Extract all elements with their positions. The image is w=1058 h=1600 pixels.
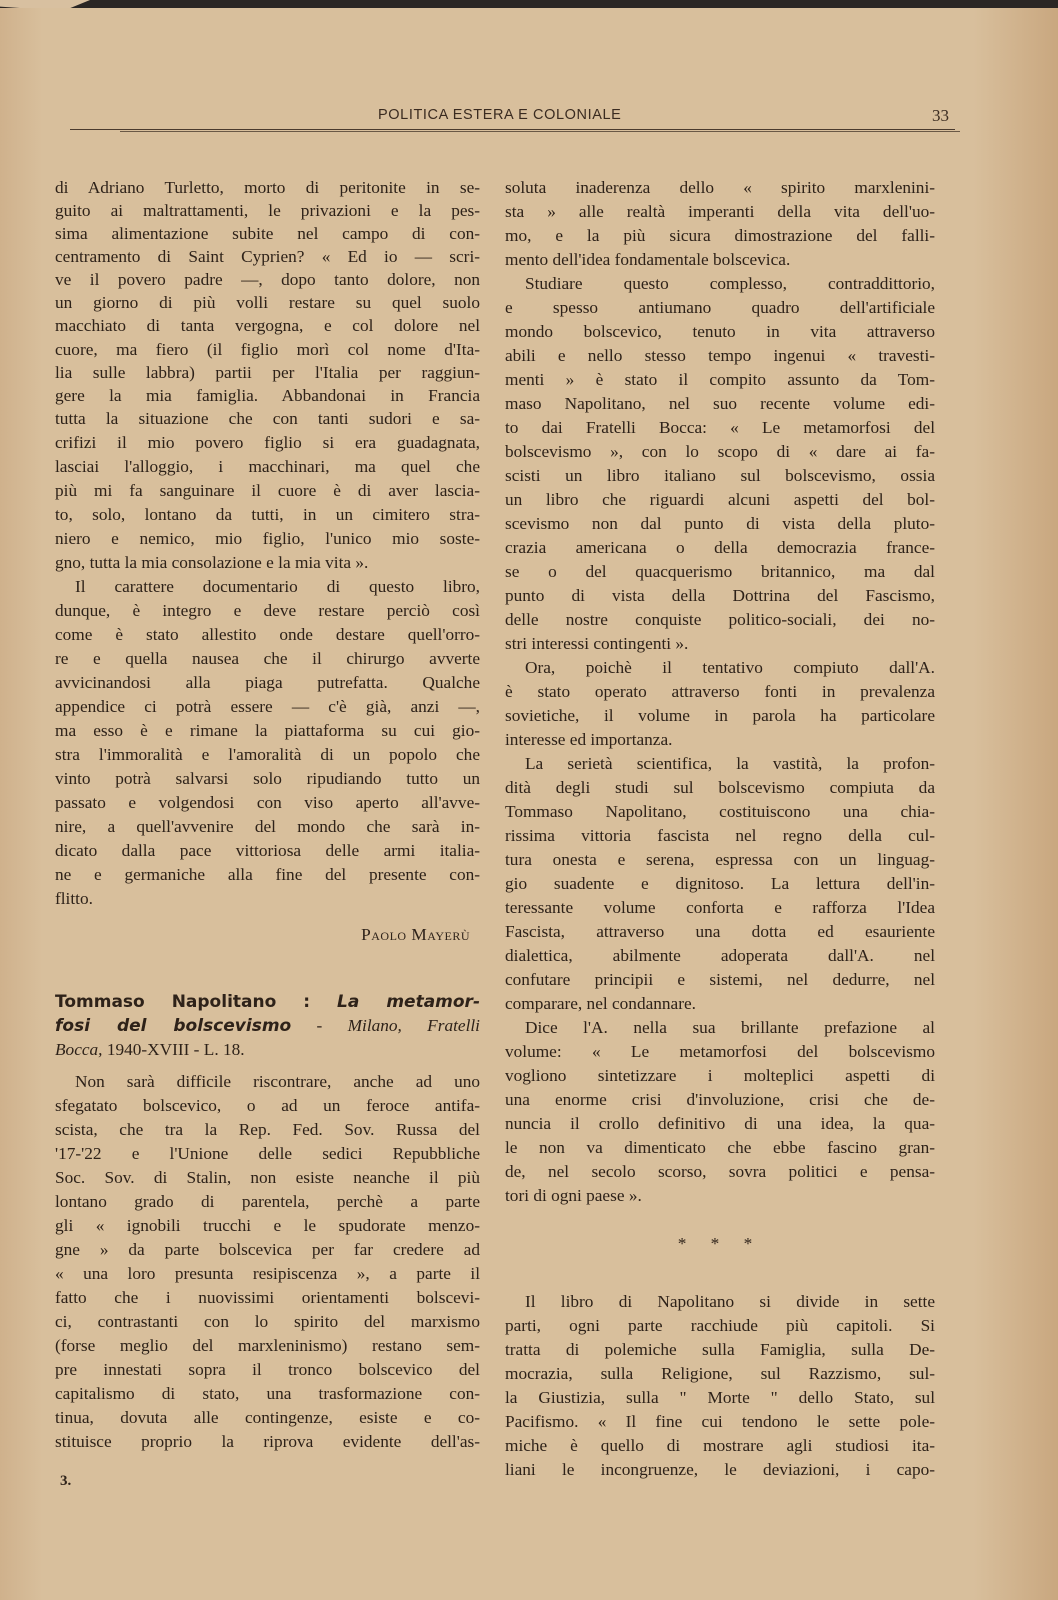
right-column-line: rissima vittoria fascista nel regno della cul- xyxy=(505,826,935,845)
right-column-line: scisti un libro italiano sul bolscevismo, ossia xyxy=(505,466,935,485)
right-column-line: Ora, poichè il tentativo compiuto dall'A. xyxy=(525,658,935,677)
right-column-line: interesse ed importanza. xyxy=(505,730,673,749)
right-column-line: Tommaso Napolitano, costituiscono una chia- xyxy=(505,802,935,821)
right-column-line: tratta di polemiche sulla Famiglia, sulla De- xyxy=(505,1340,935,1359)
left-column-line: « una loro presunta resipiscenza », a parte il xyxy=(55,1264,480,1283)
right-column-line: crazia americana o della democrazia france- xyxy=(505,538,935,557)
left-column-line: Soc. Sov. di Stalin, non esiste neanche il più xyxy=(55,1168,480,1187)
right-column-line: Il libro di Napolitano si divide in sette xyxy=(525,1292,935,1311)
left-column-line: appendice ci potrà essere — c'è già, anzi —, xyxy=(55,697,480,716)
left-column-line: di Adriano Turletto, morto di peritonite in se- xyxy=(55,178,480,197)
right-column-line: tori di ogni paese ». xyxy=(505,1186,642,1205)
right-column-line: sta » alle realtà imperanti della vita dell'uo- xyxy=(505,202,935,221)
right-column-line: nuncia il crollo definitivo di una idea, la qua- xyxy=(505,1114,935,1133)
right-column-line: Fascista, attraverso una dotta ed esauriente xyxy=(505,922,935,941)
right-column-line: de, nel secolo scorso, sovra politici e pensa- xyxy=(505,1162,935,1181)
right-column-line: un libro che riguardi alcuni aspetti del bol- xyxy=(505,490,935,509)
right-column-line: la Giustizia, sulla " Morte " dello Stato, sul xyxy=(505,1388,935,1407)
header-rule xyxy=(70,129,955,130)
left-column-line: più mi fa sanguinare il cuore è di aver lascia- xyxy=(55,481,480,500)
right-column-line: stri interessi contingenti ». xyxy=(505,634,689,653)
left-column-line: lasciai l'alloggio, i macchinari, ma quel che xyxy=(55,457,480,476)
printer-signature-mark: 3. xyxy=(60,1473,72,1489)
right-column-line: comparare, nel condannare. xyxy=(505,994,696,1013)
right-column-line: confutare principii e sistemi, nel dedurre, nel xyxy=(505,970,935,989)
right-column-line: Dice l'A. nella sua brillante prefazione al xyxy=(525,1018,935,1037)
left-column-line: flitto. xyxy=(55,889,93,908)
left-column-line: centramento di Saint Cyprien? « Ed io — scri- xyxy=(55,247,480,266)
left-column-line: to, solo, lontano da tutti, in un cimitero stra- xyxy=(55,505,480,524)
right-column-line: La serietà scientifica, la vastità, la profon- xyxy=(525,754,935,773)
left-column-line: capitalismo di stato, una trasformazione con- xyxy=(55,1384,480,1403)
right-column-line: parti, ogni parte racchiude più capitoli. Si xyxy=(505,1316,935,1335)
right-column-line: tura onesta e serena, espressa con un linguag- xyxy=(505,850,935,869)
right-column-line: to dai Fratelli Bocca: « Le metamorfosi del xyxy=(505,418,935,437)
right-column-line: liani le incongruenze, le deviazioni, i capo- xyxy=(505,1460,935,1479)
right-column-line: scevismo non dal punto di vista della pluto- xyxy=(505,514,935,533)
left-column-line: lia sulle labbra) partii per l'Italia per raggiun- xyxy=(55,363,480,382)
left-column-line: dunque, è integro e deve restare perciò così xyxy=(55,601,480,620)
right-column-line: e spesso antiumano quadro dell'artificiale xyxy=(505,298,935,317)
left-column-line: macchiato di tanta vergogna, e col dolore nel xyxy=(55,316,480,335)
right-column-line: punto di vista della Dottrina del Fascismo, xyxy=(505,586,935,605)
right-column-line: gio suadente e dignitoso. La lettura dell'in- xyxy=(505,874,935,893)
right-column-line: mento dell'idea fondamentale bolscevica. xyxy=(505,250,791,269)
left-column-line: ne e germaniche alla fine del presente con- xyxy=(55,865,480,884)
left-column-line: gne » da parte bolscevica per far credere ad xyxy=(55,1240,480,1259)
left-column-line: re e quella nausea che il chirurgo avverte xyxy=(55,649,480,668)
left-column-line: gli « ignobili trucchi e le spudorate menzo- xyxy=(55,1216,480,1235)
left-column-line: tutta la situazione che con tanti sudori e sa- xyxy=(55,409,480,428)
left-column-line: stra l'immoralità e l'amoralità di un popolo che xyxy=(55,745,480,764)
left-column-line: nire, a quell'avvenire del mondo che sarà in- xyxy=(55,817,480,836)
right-column-line: dialettica, abilmente adoperata dall'A. nel xyxy=(505,946,935,965)
right-column-line: teressante volume conforta e rafforza l'Idea xyxy=(505,898,935,917)
right-column-line: mocrazia, sulla Religione, sul Razzismo, sul- xyxy=(505,1364,935,1383)
right-column-line: bolscevismo », con lo scopo di « dare ai fa- xyxy=(505,442,935,461)
right-column-line: Pacifismo. « Il fine cui tendono le sette pole- xyxy=(505,1412,935,1431)
left-column-line: ve il povero padre —, dopo tanto dolore, non xyxy=(55,270,480,289)
left-column-line: passato e volgendosi con viso aperto all'avve- xyxy=(55,793,480,812)
right-column-line: è stato operato attraverso fonti in prevalenza xyxy=(505,682,935,701)
left-column-line: gno, tutta la mia consolazione e la mia vita ». xyxy=(55,553,369,572)
left-column-line: Non sarà difficile riscontrare, anche ad uno xyxy=(75,1072,480,1091)
left-column-line: avvicinandosi alla piaga putrefatta. Qualche xyxy=(55,673,480,692)
right-column-line: * * * xyxy=(677,1234,763,1253)
page-number: 33 xyxy=(932,106,949,125)
left-column-line: Il carattere documentario di questo libro, xyxy=(75,577,480,596)
right-column-line: delle nostre conquiste politico-sociali, dei no- xyxy=(505,610,935,629)
left-column-line: tinua, dovuta alle contingenze, esiste e co- xyxy=(55,1408,480,1427)
right-column-line: soluta inaderenza dello « spirito marxlenini- xyxy=(505,178,935,197)
left-column-line: Bocca, 1940-XVIII - L. 18. xyxy=(55,1040,245,1059)
right-column-line: abili e nello stesso tempo ingenui « travesti- xyxy=(505,346,935,365)
left-column-line: fatto che i nuovissimi orientamenti bolscevi- xyxy=(55,1288,480,1307)
left-column-line: guito ai maltrattamenti, le privazioni e la pes- xyxy=(55,201,480,220)
right-column-line: maso Napolitano, nel suo recente volume edi- xyxy=(505,394,935,413)
right-column-line: volume: « Le metamorfosi del bolscevismo xyxy=(505,1042,935,1061)
left-column-line: gere la mia famiglia. Abbandonai in Francia xyxy=(55,386,480,405)
left-column-line: lontano grado di parentela, perchè a parte xyxy=(55,1192,480,1211)
left-column-line: Paolo Mayerù xyxy=(361,925,470,944)
right-column-line: dità degli studi sul bolscevismo compiuta da xyxy=(505,778,935,797)
left-column-line: crifizi il mio povero figlio si era guadagnata, xyxy=(55,433,480,452)
running-header-title: POLITICA ESTERA E COLONIALE xyxy=(378,107,622,123)
right-column-line: se o del quacquerismo britannico, ma dal xyxy=(505,562,935,581)
left-column-line: sfegatato bolscevico, o ad un feroce antifa- xyxy=(55,1096,480,1115)
left-column-line: Tommaso Napolitano : La metamor- xyxy=(55,992,480,1012)
left-column-line: stituisce proprio la riprova evidente dell'as- xyxy=(55,1432,480,1451)
left-column-line: vinto potrà salvarsi solo ripudiando tutto un xyxy=(55,769,480,788)
right-column-line: vogliono sintetizzare i molteplici aspetti di xyxy=(505,1066,935,1085)
right-column-line: menti » è stato il compito assunto da Tom- xyxy=(505,370,935,389)
right-column-line: Studiare questo complesso, contraddittorio, xyxy=(525,274,935,293)
left-column-line: fosi del bolscevismo - Milano, Fratelli xyxy=(55,1016,480,1036)
right-column-line: una enorme crisi d'involuzione, crisi che de- xyxy=(505,1090,935,1109)
left-column-line: niero e nemico, mio figlio, l'unico mio soste- xyxy=(55,529,480,548)
left-column-line: ma esso è e rimane la piattaforma su cui gio- xyxy=(55,721,480,740)
right-column-line: miche è quello di mostrare agli studiosi ita- xyxy=(505,1436,935,1455)
header-rule-secondary xyxy=(120,131,960,132)
left-column-line: (forse meglio del marxleninismo) restano sem- xyxy=(55,1336,480,1355)
left-column-line: pre innestati sopra il tronco bolscevico del xyxy=(55,1360,480,1379)
left-column-line: come è stato allestito onde destare quell'orro- xyxy=(55,625,480,644)
right-column-line: le non va dimenticato che ebbe fascino gran- xyxy=(505,1138,935,1157)
left-column-line: '17-'22 e l'Unione delle sedici Repubbliche xyxy=(55,1144,480,1163)
right-column-line: mo, e la più sicura dimostrazione del falli- xyxy=(505,226,935,245)
right-column-line: sovietiche, il volume in parola ha particolare xyxy=(505,706,935,725)
left-column-line: scista, che tra la Rep. Fed. Sov. Russa del xyxy=(55,1120,480,1139)
left-column-line: dicato dalla pace vittoriosa delle armi italia- xyxy=(55,841,480,860)
left-column-line: sima alimentazione subite nel campo di con- xyxy=(55,224,480,243)
left-column-line: ci, contrastanti con lo spirito del marxismo xyxy=(55,1312,480,1331)
right-column-line: mondo bolscevico, tenuto in vita attraverso xyxy=(505,322,935,341)
left-column-line: cuore, ma fiero (il figlio morì col nome d'Ita- xyxy=(55,340,480,359)
left-column-line: un giorno di più volli restare su quel suolo xyxy=(55,293,480,312)
